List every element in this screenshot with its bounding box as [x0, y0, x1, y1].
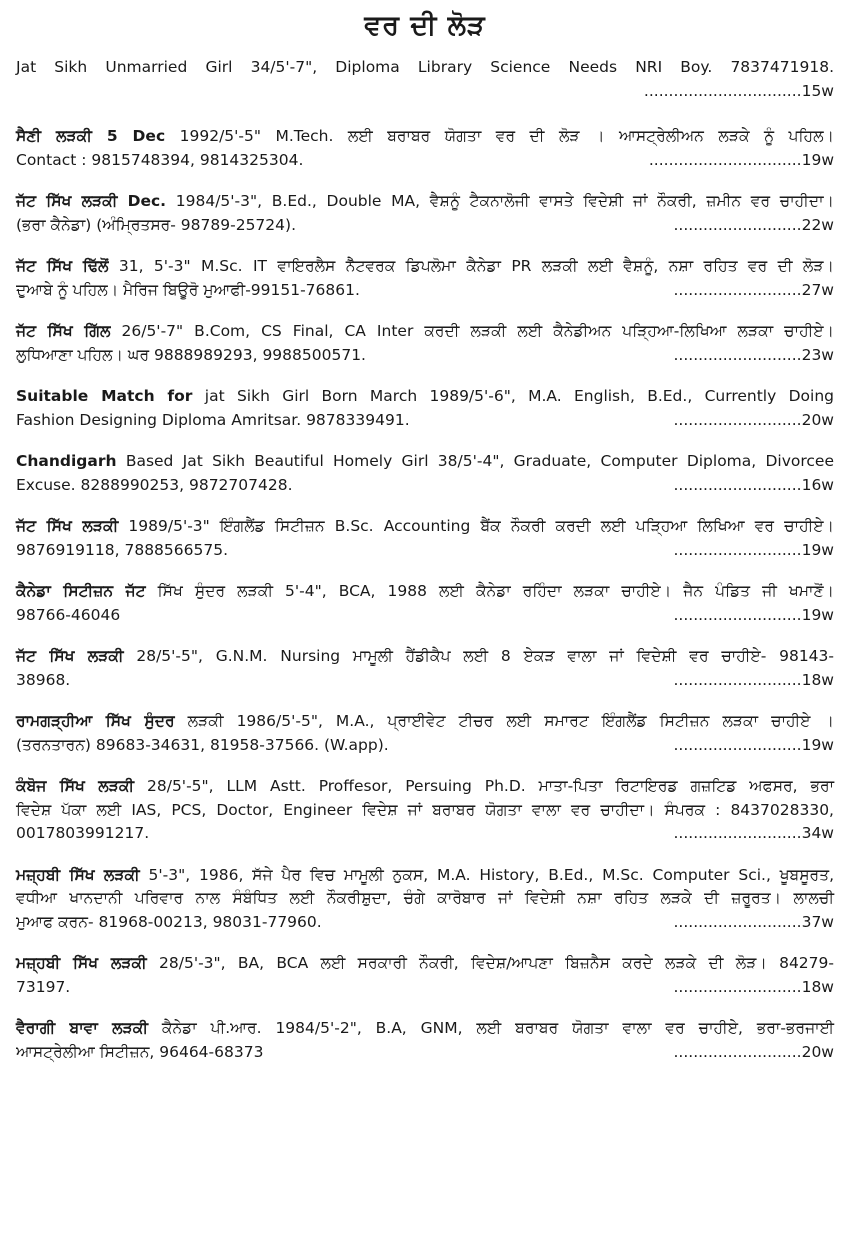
ad-heading: ਜੱਟ ਸਿੱਖ ਗਿੱਲ — [16, 322, 111, 341]
ad-heading: ਜੱਟ ਸਿੱਖ ਲੜਕੀ — [16, 517, 119, 536]
ad-contact: (ਭਰਾ ਕੈਨੇਡਾ) (ਅੰਮ੍ਰਿਤਸਰ- 98789-25724). — [16, 215, 296, 234]
ad-heading: ਕੰਬੋਜ ਸਿੱਖ ਲੜਕੀ — [16, 777, 135, 796]
ad-reference: ..........................19w — [673, 605, 834, 624]
ad-text: 1989/5'-3" ਇੰਗਲੈਂਡ ਸਿਟੀਜ਼ਨ B.Sc. Accounting ਬੈਂਕ ਨੌਕਰੀ ਕਰਦੀ ਲਈ ਪੜ੍ਹਿਆ ਲਿਖਿਆ ਵਰ ਚਾਹੀਏ। — [118, 517, 835, 536]
ad-reference: ................................15w — [643, 81, 834, 100]
classified-ad — [16, 952, 834, 999]
ad-heading: Chandigarh — [16, 452, 117, 471]
ad-contact: Excuse. 8288990253, 9872707428. — [16, 475, 293, 494]
ad-heading: Suitable Match for — [16, 387, 193, 406]
ad-contact: 0017803991217. — [16, 824, 150, 843]
classified-ad — [16, 56, 834, 103]
ad-text: jat Sikh Girl Born March 1989/5'-6", M.A. English, B.Ed., Currently Doing — [192, 387, 834, 406]
ad-text: 5'-3", 1986, ਸੱਜੇ ਪੈਰ ਵਿਚ ਮਾਮੂਲੀ ਨੁਕਸ, M.A. History, B.Ed., M.Sc. Computer Sci., ਖੂਬਸੂਰਤ, — [139, 865, 834, 884]
ad-reference: ..........................34w — [673, 824, 834, 843]
ad-text: 28/5'-5", LLM Astt. Proffesor, Persuing Ph.D. ਮਾਤਾ-ਪਿਤਾ ਰਿਟਾਇਰਡ ਗਜ਼ਟਿਡ ਅਫਸਰ, ਭਰਾ — [134, 777, 835, 796]
classified-ad — [16, 515, 834, 562]
ad-reference: ..........................18w — [673, 977, 834, 996]
classified-ad — [16, 710, 834, 757]
ad-text: 1984/5'-3", B.Ed., Double MA, ਵੈਸ਼ਨੂੰ ਟੈਕਨਾਲੋਜੀ ਵਾਸਤੇ ਵਿਦੇਸ਼ੀ ਜਾਂ ਨੌਕਰੀ, ਜ਼ਮੀਨ ਵਰ ਚਾਹੀਦਾ। — [166, 192, 834, 211]
ad-reference: ..........................20w — [673, 1042, 834, 1061]
ad-text: Based Jat Sikh Beautiful Homely Girl 38/5'-4", Graduate, Computer Diploma, Divorcee — [116, 452, 834, 471]
ad-contact: ਮੁਆਫ ਕਰਨ- 81968-00213, 98031-77960. — [16, 912, 322, 931]
classified-ad — [16, 580, 834, 627]
ad-text: 28/5'-5", G.N.M. Nursing ਮਾਮੂਲੀ ਹੈਂਡੀਕੈਪ ਲਈ 8 ਏਕੜ ਵਾਲਾ ਜਾਂ ਵਿਦੇਸ਼ੀ ਵਰ ਚਾਹੀਏ- 98143- — [123, 647, 835, 666]
classified-ad — [16, 125, 834, 172]
ad-reference: ..........................23w — [673, 345, 834, 364]
ad-text-continued: ਵਿਦੇਸ਼ ਪੱਕਾ ਲਈ IAS, PCS, Doctor, Engineer ਵਿਦੇਸ਼ ਜਾਂ ਬਰਾਬਰ ਯੋਗਤਾ ਵਾਲਾ ਵਰ ਚਾਹੀਦਾ। ਸੰਪਰਕ : 8437028330, — [16, 800, 834, 819]
ad-contact: ਲੁਧਿਆਣਾ ਪਹਿਲ। ਘਰ 9888989293, 9988500571. — [16, 345, 366, 364]
ad-text: ਸਿੱਖ ਸੁੰਦਰ ਲੜਕੀ 5'-4", BCA, 1988 ਲਈ ਕੈਨੇਡਾ ਰਹਿੰਦਾ ਲੜਕਾ ਚਾਹੀਏ। ਜੈਨ ਪੰਡਿਤ ਜੀ ਖਮਾਣੋਂ। — [145, 582, 835, 601]
ad-contact: 98766-46046 — [16, 605, 121, 624]
ad-contact: 38968. — [16, 670, 71, 689]
ad-contact: 73197. — [16, 977, 71, 996]
classified-ad — [16, 775, 834, 846]
ad-reference: ...............................19w — [648, 150, 834, 169]
ad-heading: ਮਜ਼੍ਹਬੀ ਸਿੱਖ ਲੜਕੀ — [16, 954, 147, 973]
page-title: ਵਰ ਦੀ ਲੋੜ — [364, 10, 486, 41]
ad-text: ਲੜਕੀ 1986/5'-5", M.A., ਪ੍ਰਾਈਵੇਟ ਟੀਚਰ ਲਈ ਸਮਾਰਟ ਇੰਗਲੈਂਡ ਸਿਟੀਜ਼ਨ ਲੜਕਾ ਚਾਹੀਏ । — [174, 712, 835, 731]
classified-ad — [16, 320, 834, 367]
ad-heading: ਜੱਟ ਸਿੱਖ ਲੜਕੀ — [16, 647, 124, 666]
ad-reference: ..........................22w — [673, 215, 834, 234]
ad-contact: 9876919118, 7888566575. — [16, 540, 229, 559]
ad-reference: ..........................27w — [673, 280, 834, 299]
ad-text: 28/5'-3", BA, BCA ਲਈ ਸਰਕਾਰੀ ਨੌਕਰੀ, ਵਿਦੇਸ਼/ਆਪਣਾ ਬਿਜ਼ਨੈਸ ਕਰਦੇ ਲੜਕੇ ਦੀ ਲੋੜ। 84279- — [146, 954, 834, 973]
ad-contact: ਦੁਆਬੇ ਨੂੰ ਪਹਿਲ। ਮੈਰਿਜ ਬਿਊਰੋ ਮੁਆਫੀ-99151-76861. — [16, 280, 360, 299]
ad-text-continued: ਵਧੀਆ ਖਾਨਦਾਨੀ ਪਰਿਵਾਰ ਨਾਲ ਸੰਬੰਧਿਤ ਲਈ ਨੌਕਰੀਸ਼ੁਦਾ, ਚੰਗੇ ਕਾਰੋਬਾਰ ਜਾਂ ਵਿਦੇਸ਼ੀ ਨਸ਼ਾ ਰਹਿਤ ਲੜਕੇ ਦੀ ਜ਼ਰੂਰਤ। ਲਾਲਚੀ — [16, 889, 834, 908]
classified-ad — [16, 450, 834, 497]
ad-text: 1992/5'-5" M.Tech. ਲਈ ਬਰਾਬਰ ਯੋਗਤਾ ਵਰ ਦੀ ਲੋੜ । ਆਸਟ੍ਰੇਲੀਅਨ ਲੜਕੇ ਨੂੰ ਪਹਿਲ। — [165, 127, 834, 146]
ad-contact: Contact : 9815748394, 9814325304. — [16, 150, 304, 169]
ad-heading: ਜੱਟ ਸਿੱਖ ਢਿੱਲੋਂ — [16, 257, 109, 276]
ad-reference: ..........................20w — [673, 410, 834, 429]
ad-contact: ਆਸਟ੍ਰੇਲੀਆ ਸਿਟੀਜ਼ਨ, 96464-68373 — [16, 1042, 264, 1061]
ad-text: Jat Sikh Unmarried Girl 34/5'-7", Diploma Library Science Needs NRI Boy. 7837471918. — [16, 58, 834, 77]
classified-ad — [16, 645, 834, 692]
classified-ad — [16, 864, 834, 935]
classified-ad — [16, 1017, 834, 1064]
ad-reference: ..........................18w — [673, 670, 834, 689]
ad-text: 31, 5'-3" M.Sc. IT ਵਾਇਰਲੈਸ ਨੈੱਟਵਰਕ ਡਿਪਲੋਮਾ ਕੈਨੇਡਾ PR ਲੜਕੀ ਲਈ ਵੈਸ਼ਨੂੰ, ਨਸ਼ਾ ਰਹਿਤ ਵਰ ਦੀ ਲੋੜ। — [108, 257, 834, 276]
ad-text: 26/5'-7" B.Com, CS Final, CA Inter ਕਰਦੀ ਲੜਕੀ ਲਈ ਕੈਨੇਡੀਅਨ ਪੜ੍ਹਿਆ-ਲਿਖਿਆ ਲੜਕਾ ਚਾਹੀਏ। — [110, 322, 835, 341]
ad-reference: ..........................19w — [673, 540, 834, 559]
ad-heading: ਮਜ਼੍ਹਬੀ ਸਿੱਖ ਲੜਕੀ — [16, 865, 140, 884]
classified-ad — [16, 255, 834, 302]
ad-heading: ਸੈਣੀ ਲੜਕੀ 5 Dec — [16, 127, 166, 146]
ad-heading: ਕੈਨੇਡਾ ਸਿਟੀਜ਼ਨ ਜੱਟ — [16, 582, 146, 601]
classified-ad — [16, 190, 834, 237]
ad-heading: ਜੱਟ ਸਿੱਖ ਲੜਕੀ Dec. — [16, 192, 167, 211]
classified-ad — [16, 385, 834, 432]
ad-reference: ..........................37w — [673, 912, 834, 931]
ad-text: ਕੈਨੇਡਾ ਪੀ.ਆਰ. 1984/5'-2", B.A, GNM, ਲਈ ਬਰਾਬਰ ਯੋਗਤਾ ਵਾਲਾ ਵਰ ਚਾਹੀਏ, ਭਰਾ-ਭਰਜਾਈ — [148, 1019, 835, 1038]
ad-contact: (ਤਰਨਤਾਰਨ) 89683-34631, 81958-37566. (W.app). — [16, 735, 389, 754]
ad-heading: ਵੈਰਾਗੀ ਬਾਵਾ ਲੜਕੀ — [16, 1019, 149, 1038]
ad-contact: Fashion Designing Diploma Amritsar. 9878339491. — [16, 410, 410, 429]
ad-reference: ..........................16w — [673, 475, 834, 494]
ad-reference: ..........................19w — [673, 735, 834, 754]
ad-heading: ਰਾਮਗੜ੍ਹੀਆ ਸਿੱਖ ਸੁੰਦਰ — [16, 712, 175, 731]
